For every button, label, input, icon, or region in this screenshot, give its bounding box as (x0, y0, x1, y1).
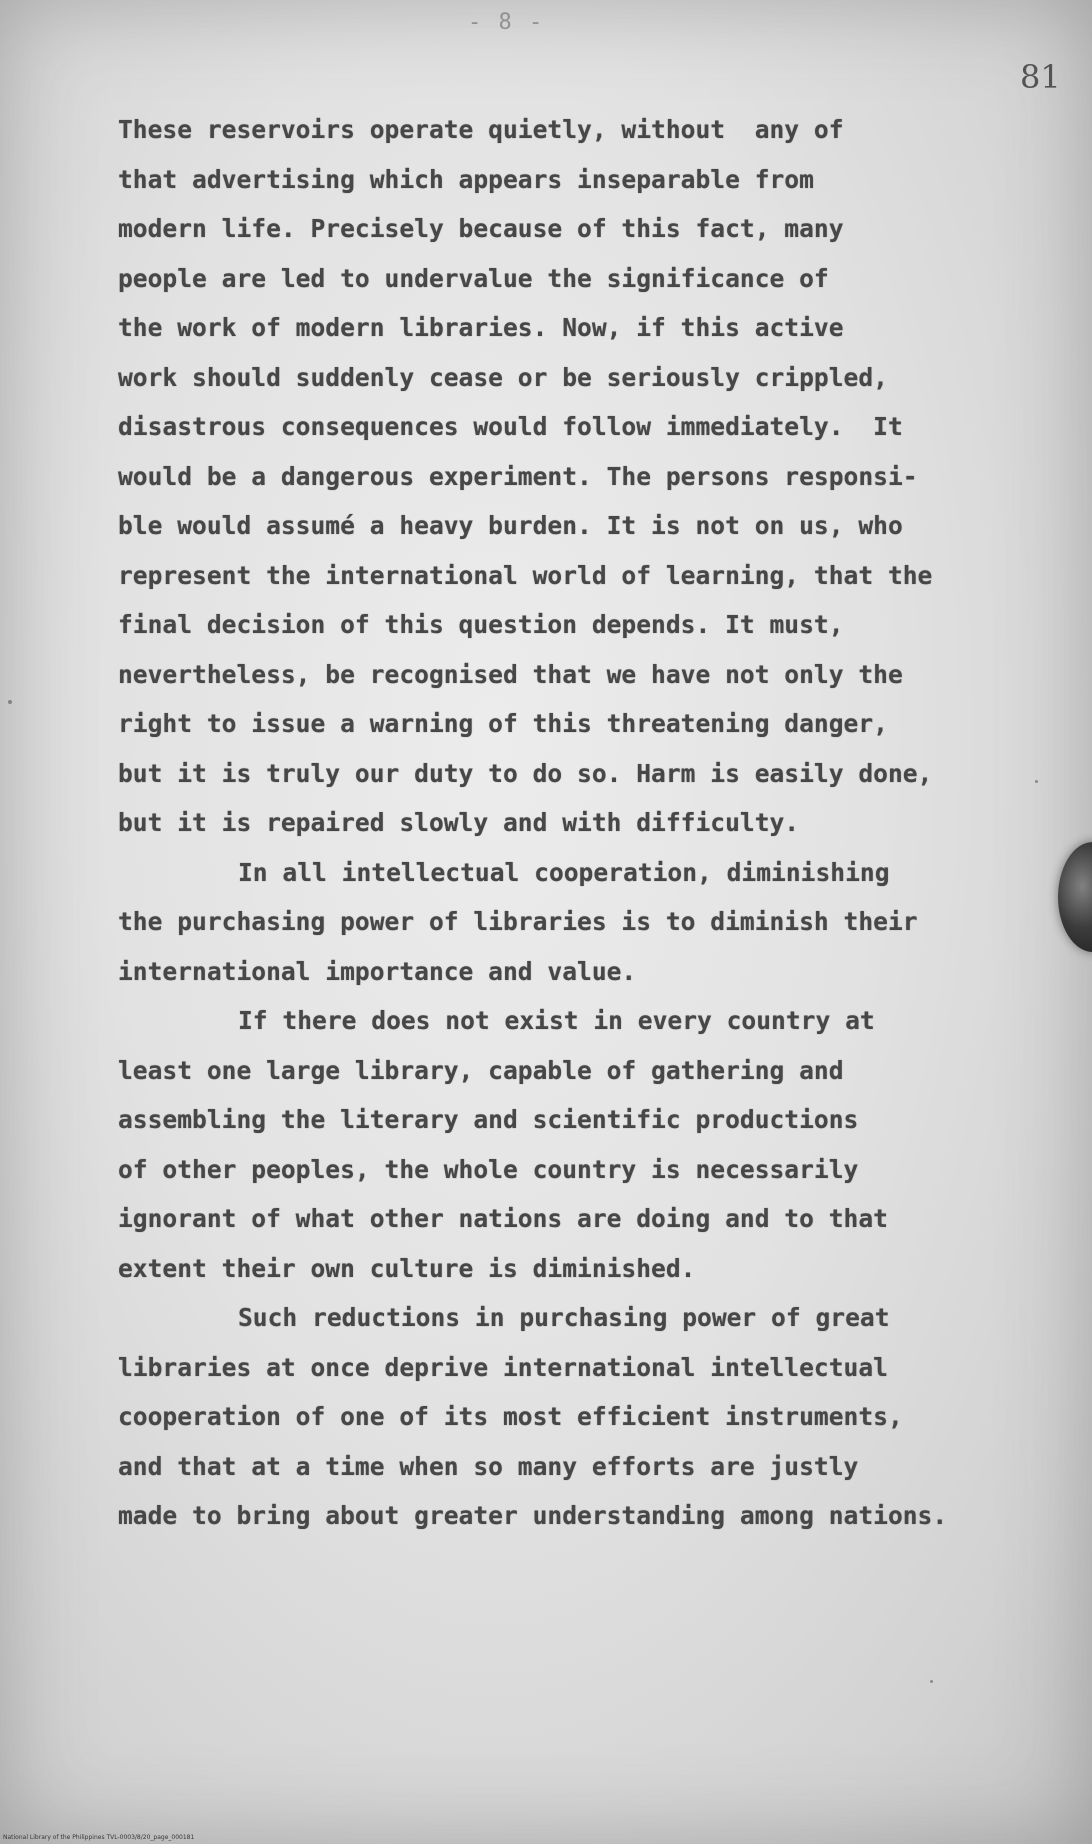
paper-speck (1035, 780, 1038, 783)
text-line: These reservoirs operate quietly, without any of (118, 115, 844, 144)
text-line: libraries at once deprive international intellectual (118, 1352, 888, 1382)
text-line: work should suddenly cease or be seriously crippled, (118, 362, 888, 392)
paragraph-2 (118, 848, 998, 997)
text-line: people are led to undervalue the significance of (118, 263, 829, 293)
text-line: extent their own culture is diminished. (118, 1253, 696, 1283)
text-line: final decision of this question depends. It must, (118, 610, 844, 639)
text-line: If there does not exist in every country at (238, 1006, 875, 1035)
text-line: disastrous consequences would follow immediately. It (118, 412, 903, 441)
top-page-mark: - 8 - (468, 10, 545, 35)
text-line: ignorant of what other nations are doing and to that (118, 1204, 888, 1233)
text-line: assembling the literary and scientific productions (118, 1105, 859, 1134)
paragraph-3 (118, 996, 998, 1293)
text-line: least one large library, capable of gathering and (118, 1055, 844, 1085)
text-line: and that at a time when so many efforts are justly (118, 1451, 859, 1481)
text-line: represent the international world of learning, that the (118, 560, 933, 590)
text-line: In all intellectual cooperation, diminishing (238, 857, 890, 887)
typewritten-body (118, 105, 998, 1541)
page-number: 81 (1020, 58, 1061, 96)
paragraph-4 (118, 1293, 998, 1541)
text-line: the work of modern libraries. Now, if this active (118, 313, 844, 342)
text-line: but it is repaired slowly and with difficulty. (118, 808, 800, 837)
paper-clip-shadow (1058, 842, 1092, 952)
text-line: of other peoples, the whole country is necessarily (118, 1154, 859, 1184)
text-line: ble would assumé a heavy burden. It is not on us, who (118, 511, 903, 540)
text-line: would be a dangerous experiment. The persons responsi- (118, 461, 918, 491)
archive-footer-caption: National Library of the Philippines TVL-0003/8/20_page_000181 (3, 1834, 195, 1841)
text-line: modern life. Precisely because of this fact, many (118, 214, 844, 243)
text-line: nevertheless, be recognised that we have not only the (118, 659, 903, 689)
text-line: that advertising which appears inseparable from (118, 164, 814, 194)
text-line: right to issue a warning of this threatening danger, (118, 709, 888, 738)
text-line: the purchasing power of libraries is to diminish their (118, 907, 918, 936)
text-line: made to bring about greater understanding among nations. (118, 1501, 948, 1530)
paragraph-1 (118, 105, 998, 848)
text-line: cooperation of one of its most efficient instruments, (118, 1402, 903, 1431)
text-line: international importance and value. (118, 956, 637, 986)
text-line: but it is truly our duty to do so. Harm is easily done, (118, 758, 933, 788)
paper-speck (8, 700, 12, 704)
paper-speck (930, 1680, 933, 1683)
text-line: Such reductions in purchasing power of great (238, 1303, 890, 1332)
